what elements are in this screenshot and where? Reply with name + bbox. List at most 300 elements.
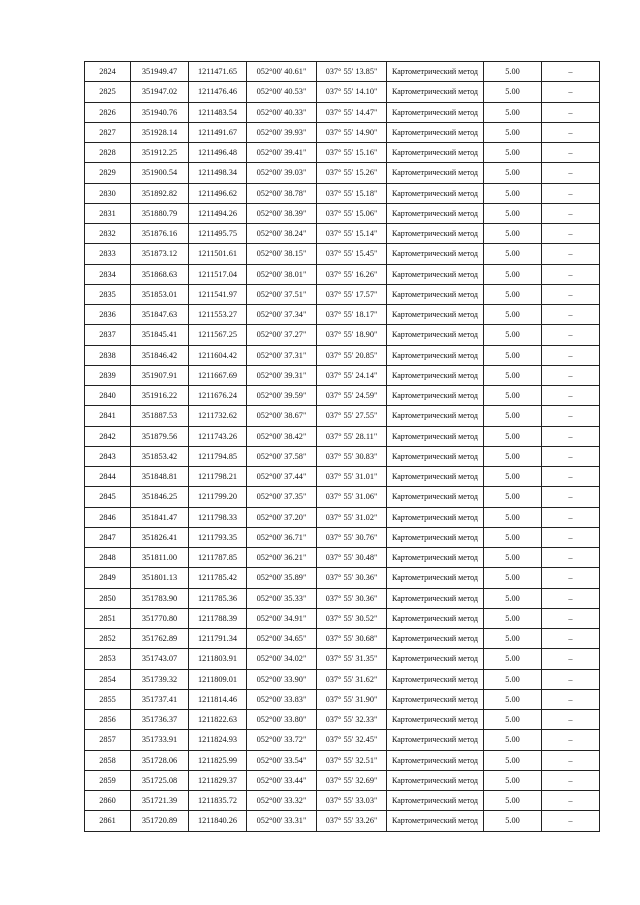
method-cell: Картометрический метод [387,183,484,203]
longitude-cell: 037° 55' 24.14" [317,365,387,385]
table-row [85,791,600,811]
x-coordinate-cell: 351846.42 [131,345,189,365]
x-coordinate-cell: 351873.12 [131,244,189,264]
method-cell: Картометрический метод [387,386,484,406]
y-coordinate-cell: 1211553.27 [189,305,247,325]
longitude-cell: 037° 55' 32.69" [317,770,387,790]
note-cell: – [542,791,600,811]
method-cell: Картометрический метод [387,608,484,628]
accuracy-cell: 5.00 [484,649,542,669]
longitude-cell: 037° 55' 15.06" [317,203,387,223]
method-cell: Картометрический метод [387,811,484,831]
x-coordinate-cell: 351783.90 [131,588,189,608]
y-coordinate-cell: 1211517.04 [189,264,247,284]
longitude-cell: 037° 55' 32.51" [317,750,387,770]
y-coordinate-cell: 1211799.20 [189,487,247,507]
y-coordinate-cell: 1211840.26 [189,811,247,831]
x-coordinate-cell: 351743.07 [131,649,189,669]
point-number-cell: 2844 [85,467,131,487]
note-cell: – [542,507,600,527]
table-row [85,629,600,649]
method-cell: Картометрический метод [387,568,484,588]
method-cell: Картометрический метод [387,426,484,446]
longitude-cell: 037° 55' 30.48" [317,548,387,568]
latitude-cell: 052°00' 39.03" [247,163,317,183]
note-cell: – [542,224,600,244]
y-coordinate-cell: 1211496.48 [189,143,247,163]
note-cell: – [542,325,600,345]
y-coordinate-cell: 1211785.36 [189,588,247,608]
latitude-cell: 052°00' 33.31" [247,811,317,831]
latitude-cell: 052°00' 38.39" [247,203,317,223]
point-number-cell: 2832 [85,224,131,244]
table-row [85,102,600,122]
method-cell: Картометрический метод [387,62,484,82]
table-row [85,406,600,426]
table-row [85,588,600,608]
point-number-cell: 2850 [85,588,131,608]
y-coordinate-cell: 1211743.26 [189,426,247,446]
method-cell: Картометрический метод [387,730,484,750]
x-coordinate-cell: 351879.56 [131,426,189,446]
longitude-cell: 037° 55' 15.26" [317,163,387,183]
method-cell: Картометрический метод [387,689,484,709]
note-cell: – [542,183,600,203]
x-coordinate-cell: 351845.41 [131,325,189,345]
y-coordinate-cell: 1211794.85 [189,446,247,466]
table-row [85,608,600,628]
x-coordinate-cell: 351949.47 [131,62,189,82]
point-number-cell: 2838 [85,345,131,365]
table-row [85,730,600,750]
latitude-cell: 052°00' 34.65" [247,629,317,649]
note-cell: – [542,406,600,426]
note-cell: – [542,588,600,608]
table-row [85,507,600,527]
point-number-cell: 2847 [85,527,131,547]
y-coordinate-cell: 1211494.26 [189,203,247,223]
method-cell: Картометрический метод [387,163,484,183]
latitude-cell: 052°00' 38.24" [247,224,317,244]
longitude-cell: 037° 55' 32.33" [317,710,387,730]
latitude-cell: 052°00' 38.01" [247,264,317,284]
table-row [85,487,600,507]
latitude-cell: 052°00' 39.93" [247,122,317,142]
latitude-cell: 052°00' 37.51" [247,284,317,304]
accuracy-cell: 5.00 [484,487,542,507]
point-number-cell: 2843 [85,446,131,466]
accuracy-cell: 5.00 [484,406,542,426]
longitude-cell: 037° 55' 30.68" [317,629,387,649]
longitude-cell: 037° 55' 13.85" [317,62,387,82]
y-coordinate-cell: 1211787.85 [189,548,247,568]
latitude-cell: 052°00' 33.44" [247,770,317,790]
accuracy-cell: 5.00 [484,224,542,244]
table-row [85,183,600,203]
longitude-cell: 037° 55' 30.36" [317,568,387,588]
latitude-cell: 052°00' 39.31" [247,365,317,385]
y-coordinate-cell: 1211491.67 [189,122,247,142]
point-number-cell: 2829 [85,163,131,183]
point-number-cell: 2848 [85,548,131,568]
accuracy-cell: 5.00 [484,608,542,628]
latitude-cell: 052°00' 37.44" [247,467,317,487]
point-number-cell: 2826 [85,102,131,122]
latitude-cell: 052°00' 34.02" [247,649,317,669]
coordinates-table [84,61,600,832]
latitude-cell: 052°00' 33.80" [247,710,317,730]
x-coordinate-cell: 351876.16 [131,224,189,244]
x-coordinate-cell: 351720.89 [131,811,189,831]
note-cell: – [542,669,600,689]
accuracy-cell: 5.00 [484,669,542,689]
point-number-cell: 2831 [85,203,131,223]
longitude-cell: 037° 55' 31.01" [317,467,387,487]
note-cell: – [542,122,600,142]
table-row [85,264,600,284]
accuracy-cell: 5.00 [484,689,542,709]
y-coordinate-cell: 1211824.93 [189,730,247,750]
x-coordinate-cell: 351887.53 [131,406,189,426]
point-number-cell: 2837 [85,325,131,345]
latitude-cell: 052°00' 40.33" [247,102,317,122]
table-row [85,649,600,669]
latitude-cell: 052°00' 33.54" [247,750,317,770]
latitude-cell: 052°00' 38.78" [247,183,317,203]
latitude-cell: 052°00' 37.31" [247,345,317,365]
note-cell: – [542,244,600,264]
latitude-cell: 052°00' 36.21" [247,548,317,568]
longitude-cell: 037° 55' 15.16" [317,143,387,163]
x-coordinate-cell: 351868.63 [131,264,189,284]
note-cell: – [542,770,600,790]
latitude-cell: 052°00' 37.58" [247,446,317,466]
longitude-cell: 037° 55' 20.85" [317,345,387,365]
x-coordinate-cell: 351848.81 [131,467,189,487]
x-coordinate-cell: 351907.91 [131,365,189,385]
y-coordinate-cell: 1211803.91 [189,649,247,669]
accuracy-cell: 5.00 [484,345,542,365]
y-coordinate-cell: 1211822.63 [189,710,247,730]
x-coordinate-cell: 351853.01 [131,284,189,304]
table-row [85,568,600,588]
table-row [85,689,600,709]
note-cell: – [542,82,600,102]
accuracy-cell: 5.00 [484,163,542,183]
y-coordinate-cell: 1211676.24 [189,386,247,406]
method-cell: Картометрический метод [387,244,484,264]
note-cell: – [542,649,600,669]
accuracy-cell: 5.00 [484,122,542,142]
y-coordinate-cell: 1211814.46 [189,689,247,709]
latitude-cell: 052°00' 36.71" [247,527,317,547]
note-cell: – [542,386,600,406]
y-coordinate-cell: 1211496.62 [189,183,247,203]
accuracy-cell: 5.00 [484,143,542,163]
note-cell: – [542,730,600,750]
method-cell: Картометрический метод [387,467,484,487]
accuracy-cell: 5.00 [484,629,542,649]
method-cell: Картометрический метод [387,669,484,689]
x-coordinate-cell: 351841.47 [131,507,189,527]
method-cell: Картометрический метод [387,102,484,122]
longitude-cell: 037° 55' 14.90" [317,122,387,142]
point-number-cell: 2854 [85,669,131,689]
x-coordinate-cell: 351947.02 [131,82,189,102]
method-cell: Картометрический метод [387,770,484,790]
y-coordinate-cell: 1211495.75 [189,224,247,244]
longitude-cell: 037° 55' 31.90" [317,689,387,709]
point-number-cell: 2851 [85,608,131,628]
latitude-cell: 052°00' 39.59" [247,386,317,406]
longitude-cell: 037° 55' 33.26" [317,811,387,831]
method-cell: Картометрический метод [387,264,484,284]
accuracy-cell: 5.00 [484,264,542,284]
longitude-cell: 037° 55' 31.35" [317,649,387,669]
latitude-cell: 052°00' 37.34" [247,305,317,325]
table-row [85,305,600,325]
note-cell: – [542,568,600,588]
method-cell: Картометрический метод [387,365,484,385]
y-coordinate-cell: 1211788.39 [189,608,247,628]
accuracy-cell: 5.00 [484,82,542,102]
point-number-cell: 2841 [85,406,131,426]
x-coordinate-cell: 351725.08 [131,770,189,790]
table-row [85,811,600,831]
accuracy-cell: 5.00 [484,791,542,811]
x-coordinate-cell: 351847.63 [131,305,189,325]
note-cell: – [542,345,600,365]
table-row [85,82,600,102]
accuracy-cell: 5.00 [484,710,542,730]
y-coordinate-cell: 1211498.34 [189,163,247,183]
note-cell: – [542,750,600,770]
point-number-cell: 2828 [85,143,131,163]
x-coordinate-cell: 351916.22 [131,386,189,406]
table-row [85,527,600,547]
longitude-cell: 037° 55' 30.52" [317,608,387,628]
accuracy-cell: 5.00 [484,244,542,264]
latitude-cell: 052°00' 38.67" [247,406,317,426]
x-coordinate-cell: 351737.41 [131,689,189,709]
point-number-cell: 2855 [85,689,131,709]
method-cell: Картометрический метод [387,122,484,142]
method-cell: Картометрический метод [387,527,484,547]
note-cell: – [542,527,600,547]
method-cell: Картометрический метод [387,629,484,649]
y-coordinate-cell: 1211791.34 [189,629,247,649]
note-cell: – [542,163,600,183]
table-row [85,386,600,406]
y-coordinate-cell: 1211798.33 [189,507,247,527]
table-row [85,750,600,770]
note-cell: – [542,143,600,163]
y-coordinate-cell: 1211567.25 [189,325,247,345]
longitude-cell: 037° 55' 30.83" [317,446,387,466]
accuracy-cell: 5.00 [484,568,542,588]
accuracy-cell: 5.00 [484,183,542,203]
point-number-cell: 2824 [85,62,131,82]
accuracy-cell: 5.00 [484,507,542,527]
point-number-cell: 2858 [85,750,131,770]
method-cell: Картометрический метод [387,82,484,102]
accuracy-cell: 5.00 [484,548,542,568]
longitude-cell: 037° 55' 15.18" [317,183,387,203]
method-cell: Картометрический метод [387,507,484,527]
point-number-cell: 2830 [85,183,131,203]
note-cell: – [542,608,600,628]
table-row [85,345,600,365]
x-coordinate-cell: 351912.25 [131,143,189,163]
note-cell: – [542,284,600,304]
longitude-cell: 037° 55' 28.11" [317,426,387,446]
method-cell: Картометрический метод [387,284,484,304]
table-row [85,224,600,244]
latitude-cell: 052°00' 38.42" [247,426,317,446]
y-coordinate-cell: 1211732.62 [189,406,247,426]
longitude-cell: 037° 55' 32.45" [317,730,387,750]
point-number-cell: 2840 [85,386,131,406]
point-number-cell: 2852 [85,629,131,649]
longitude-cell: 037° 55' 17.57" [317,284,387,304]
accuracy-cell: 5.00 [484,527,542,547]
point-number-cell: 2861 [85,811,131,831]
method-cell: Картометрический метод [387,649,484,669]
accuracy-cell: 5.00 [484,305,542,325]
y-coordinate-cell: 1211785.42 [189,568,247,588]
x-coordinate-cell: 351736.37 [131,710,189,730]
point-number-cell: 2857 [85,730,131,750]
point-number-cell: 2846 [85,507,131,527]
x-coordinate-cell: 351880.79 [131,203,189,223]
accuracy-cell: 5.00 [484,750,542,770]
x-coordinate-cell: 351770.80 [131,608,189,628]
table-row [85,122,600,142]
x-coordinate-cell: 351739.32 [131,669,189,689]
point-number-cell: 2845 [85,487,131,507]
method-cell: Картометрический метод [387,305,484,325]
accuracy-cell: 5.00 [484,730,542,750]
method-cell: Картометрический метод [387,548,484,568]
point-number-cell: 2834 [85,264,131,284]
accuracy-cell: 5.00 [484,588,542,608]
latitude-cell: 052°00' 33.83" [247,689,317,709]
table-row [85,365,600,385]
latitude-cell: 052°00' 37.27" [247,325,317,345]
method-cell: Картометрический метод [387,345,484,365]
x-coordinate-cell: 351892.82 [131,183,189,203]
table-row [85,143,600,163]
note-cell: – [542,629,600,649]
y-coordinate-cell: 1211798.21 [189,467,247,487]
longitude-cell: 037° 55' 15.14" [317,224,387,244]
table-row [85,426,600,446]
accuracy-cell: 5.00 [484,203,542,223]
point-number-cell: 2825 [85,82,131,102]
method-cell: Картометрический метод [387,224,484,244]
y-coordinate-cell: 1211825.99 [189,750,247,770]
latitude-cell: 052°00' 35.33" [247,588,317,608]
latitude-cell: 052°00' 35.89" [247,568,317,588]
method-cell: Картометрический метод [387,446,484,466]
table-row [85,770,600,790]
point-number-cell: 2860 [85,791,131,811]
x-coordinate-cell: 351762.89 [131,629,189,649]
accuracy-cell: 5.00 [484,365,542,385]
accuracy-cell: 5.00 [484,467,542,487]
point-number-cell: 2842 [85,426,131,446]
longitude-cell: 037° 55' 18.90" [317,325,387,345]
note-cell: – [542,811,600,831]
point-number-cell: 2849 [85,568,131,588]
longitude-cell: 037° 55' 31.06" [317,487,387,507]
longitude-cell: 037° 55' 33.03" [317,791,387,811]
table-row [85,284,600,304]
point-number-cell: 2853 [85,649,131,669]
method-cell: Картометрический метод [387,588,484,608]
method-cell: Картометрический метод [387,143,484,163]
x-coordinate-cell: 351728.06 [131,750,189,770]
latitude-cell: 052°00' 39.41" [247,143,317,163]
x-coordinate-cell: 351900.54 [131,163,189,183]
note-cell: – [542,264,600,284]
note-cell: – [542,426,600,446]
note-cell: – [542,689,600,709]
x-coordinate-cell: 351853.42 [131,446,189,466]
note-cell: – [542,62,600,82]
latitude-cell: 052°00' 37.20" [247,507,317,527]
note-cell: – [542,365,600,385]
accuracy-cell: 5.00 [484,62,542,82]
table-row [85,669,600,689]
method-cell: Картометрический метод [387,325,484,345]
longitude-cell: 037° 55' 14.47" [317,102,387,122]
longitude-cell: 037° 55' 18.17" [317,305,387,325]
method-cell: Картометрический метод [387,203,484,223]
latitude-cell: 052°00' 34.91" [247,608,317,628]
method-cell: Картометрический метод [387,750,484,770]
table-row [85,62,600,82]
accuracy-cell: 5.00 [484,770,542,790]
note-cell: – [542,102,600,122]
note-cell: – [542,446,600,466]
table-row [85,710,600,730]
latitude-cell: 052°00' 38.15" [247,244,317,264]
table-row [85,163,600,183]
point-number-cell: 2836 [85,305,131,325]
table-row [85,548,600,568]
x-coordinate-cell: 351826.41 [131,527,189,547]
latitude-cell: 052°00' 33.32" [247,791,317,811]
x-coordinate-cell: 351928.14 [131,122,189,142]
longitude-cell: 037° 55' 30.36" [317,588,387,608]
y-coordinate-cell: 1211541.97 [189,284,247,304]
longitude-cell: 037° 55' 24.59" [317,386,387,406]
table-row [85,244,600,264]
y-coordinate-cell: 1211604.42 [189,345,247,365]
y-coordinate-cell: 1211809.01 [189,669,247,689]
x-coordinate-cell: 351846.25 [131,487,189,507]
x-coordinate-cell: 351940.76 [131,102,189,122]
accuracy-cell: 5.00 [484,426,542,446]
table-row [85,325,600,345]
latitude-cell: 052°00' 33.90" [247,669,317,689]
accuracy-cell: 5.00 [484,325,542,345]
y-coordinate-cell: 1211829.37 [189,770,247,790]
y-coordinate-cell: 1211483.54 [189,102,247,122]
method-cell: Картометрический метод [387,406,484,426]
point-number-cell: 2833 [85,244,131,264]
